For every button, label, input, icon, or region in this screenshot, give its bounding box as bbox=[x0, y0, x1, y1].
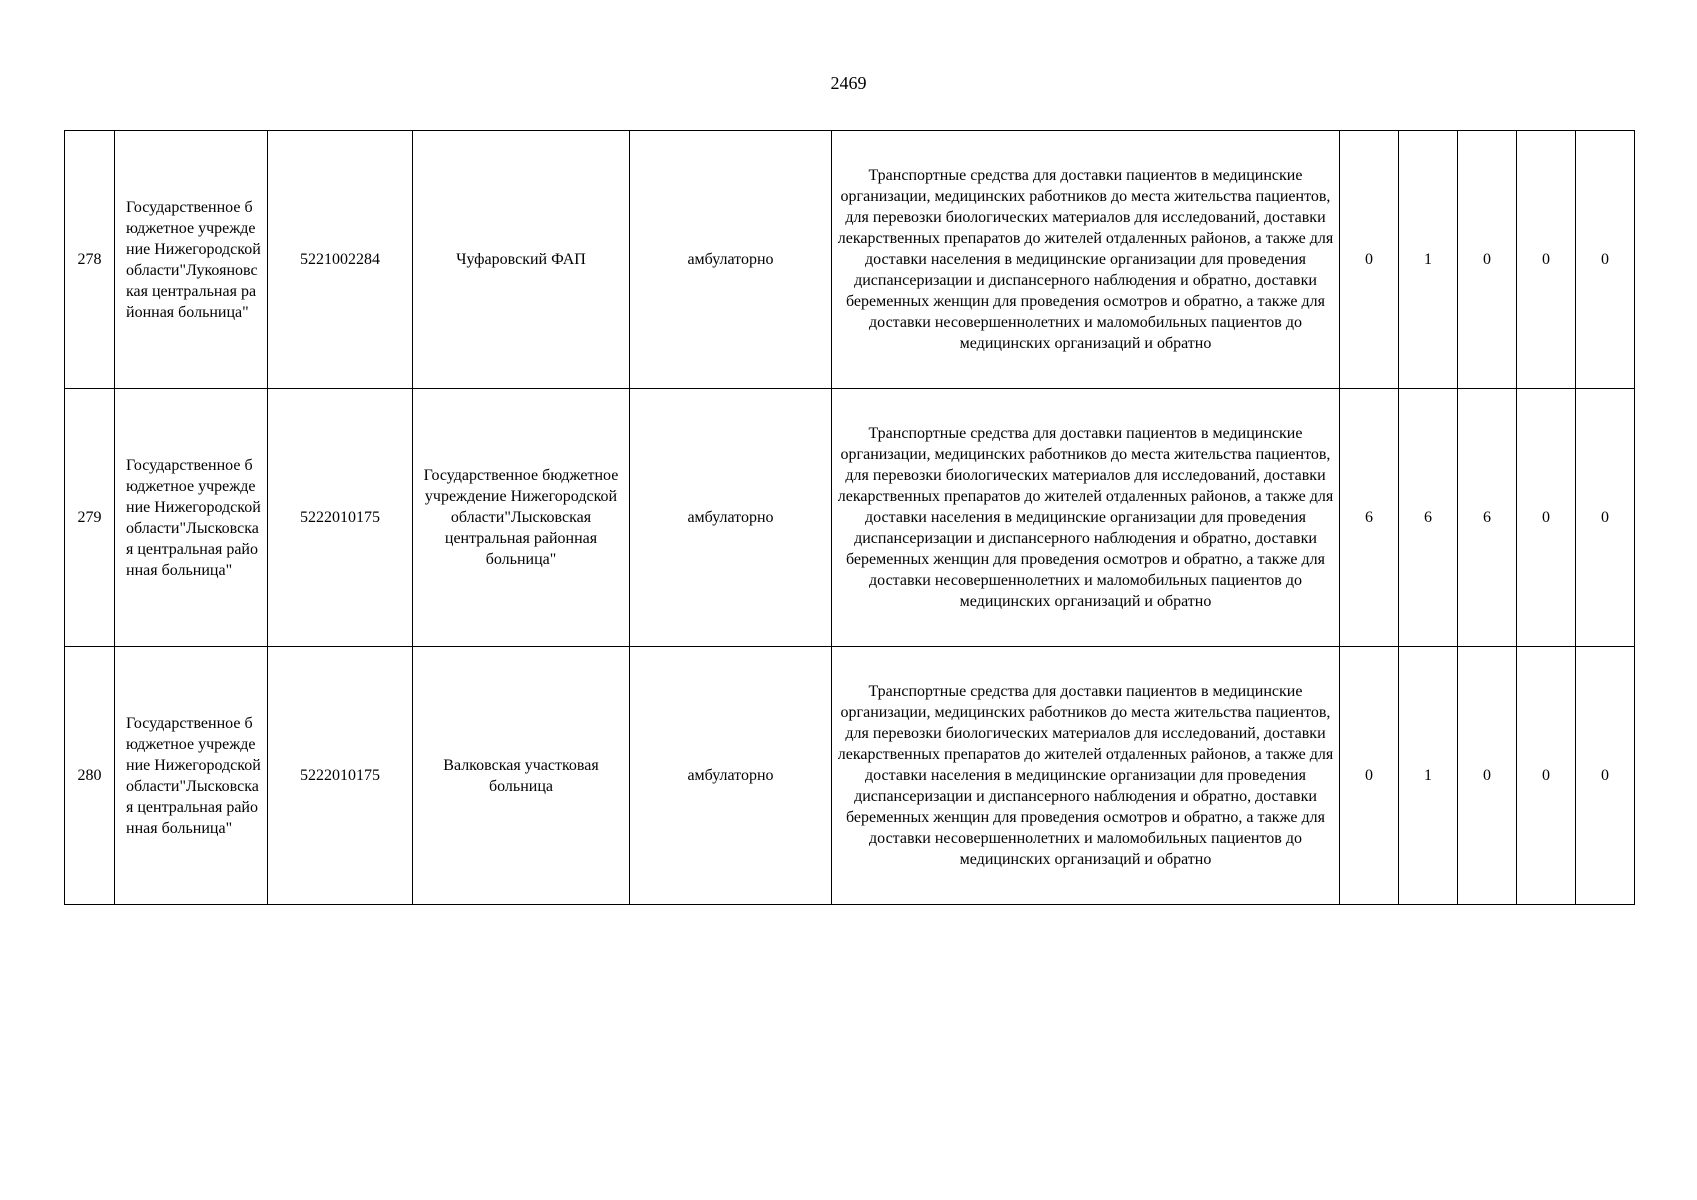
vehicle-purpose: Транспортные средства для доставки пациентов в медицинские организации, медицинских работников до места жительства пациентов, для перевозки биологических материалов для исследований, доставки лекарственных препаратов до жителей отдаленных районов, а также для доставки населения в медицинские организации для проведения диспансеризации и диспансерного наблюдения и обратно, доставки беременных женщин для проведения осмотров и обратно, а также для доставки несовершеннолетних и маломобильных пациентов до медицинских организаций и обратно bbox=[832, 131, 1340, 389]
row-number: 279 bbox=[65, 389, 115, 647]
value-2: 1 bbox=[1399, 131, 1458, 389]
inn-code: 5222010175 bbox=[268, 389, 413, 647]
value-3: 6 bbox=[1458, 389, 1517, 647]
table-row bbox=[65, 647, 1635, 905]
care-type: амбулаторно bbox=[630, 389, 832, 647]
value-2: 1 bbox=[1399, 647, 1458, 905]
organization-name: Государственное бюджетное учреждение Нижегородской области"Лысковская центральная районная больница" bbox=[115, 389, 268, 647]
subdivision-name: Государственное бюджетное учреждение Нижегородской области"Лысковская центральная районная больница" bbox=[413, 389, 630, 647]
value-1: 6 bbox=[1340, 389, 1399, 647]
subdivision-name: Валковская участковая больница bbox=[413, 647, 630, 905]
value-4: 0 bbox=[1517, 647, 1576, 905]
value-5: 0 bbox=[1576, 647, 1635, 905]
organization-name: Государственное бюджетное учреждение Нижегородской области"Лысковская центральная районная больница" bbox=[115, 647, 268, 905]
value-2: 6 bbox=[1399, 389, 1458, 647]
table-row bbox=[65, 131, 1635, 389]
value-5: 0 bbox=[1576, 389, 1635, 647]
page-number: 2469 bbox=[830, 73, 867, 93]
inn-code: 5221002284 bbox=[268, 131, 413, 389]
value-1: 0 bbox=[1340, 647, 1399, 905]
value-1: 0 bbox=[1340, 131, 1399, 389]
value-4: 0 bbox=[1517, 389, 1576, 647]
data-table bbox=[64, 130, 1635, 905]
organization-name: Государственное бюджетное учреждение Нижегородской области"Лукояновская центральная районная больница" bbox=[115, 131, 268, 389]
inn-code: 5222010175 bbox=[268, 647, 413, 905]
table-row bbox=[65, 389, 1635, 647]
row-number: 278 bbox=[65, 131, 115, 389]
care-type: амбулаторно bbox=[630, 647, 832, 905]
value-3: 0 bbox=[1458, 131, 1517, 389]
subdivision-name: Чуфаровский ФАП bbox=[413, 131, 630, 389]
row-number: 280 bbox=[65, 647, 115, 905]
care-type: амбулаторно bbox=[630, 131, 832, 389]
value-5: 0 bbox=[1576, 131, 1635, 389]
vehicle-purpose: Транспортные средства для доставки пациентов в медицинские организации, медицинских работников до места жительства пациентов, для перевозки биологических материалов для исследований, доставки лекарственных препаратов до жителей отдаленных районов, а также для доставки населения в медицинские организации для проведения диспансеризации и диспансерного наблюдения и обратно, доставки беременных женщин для проведения осмотров и обратно, а также для доставки несовершеннолетних и маломобильных пациентов до медицинских организаций и обратно bbox=[832, 389, 1340, 647]
value-3: 0 bbox=[1458, 647, 1517, 905]
vehicle-purpose: Транспортные средства для доставки пациентов в медицинские организации, медицинских работников до места жительства пациентов, для перевозки биологических материалов для исследований, доставки лекарственных препаратов до жителей отдаленных районов, а также для доставки населения в медицинские организации для проведения диспансеризации и диспансерного наблюдения и обратно, доставки беременных женщин для проведения осмотров и обратно, а также для доставки несовершеннолетних и маломобильных пациентов до медицинских организаций и обратно bbox=[832, 647, 1340, 905]
value-4: 0 bbox=[1517, 131, 1576, 389]
